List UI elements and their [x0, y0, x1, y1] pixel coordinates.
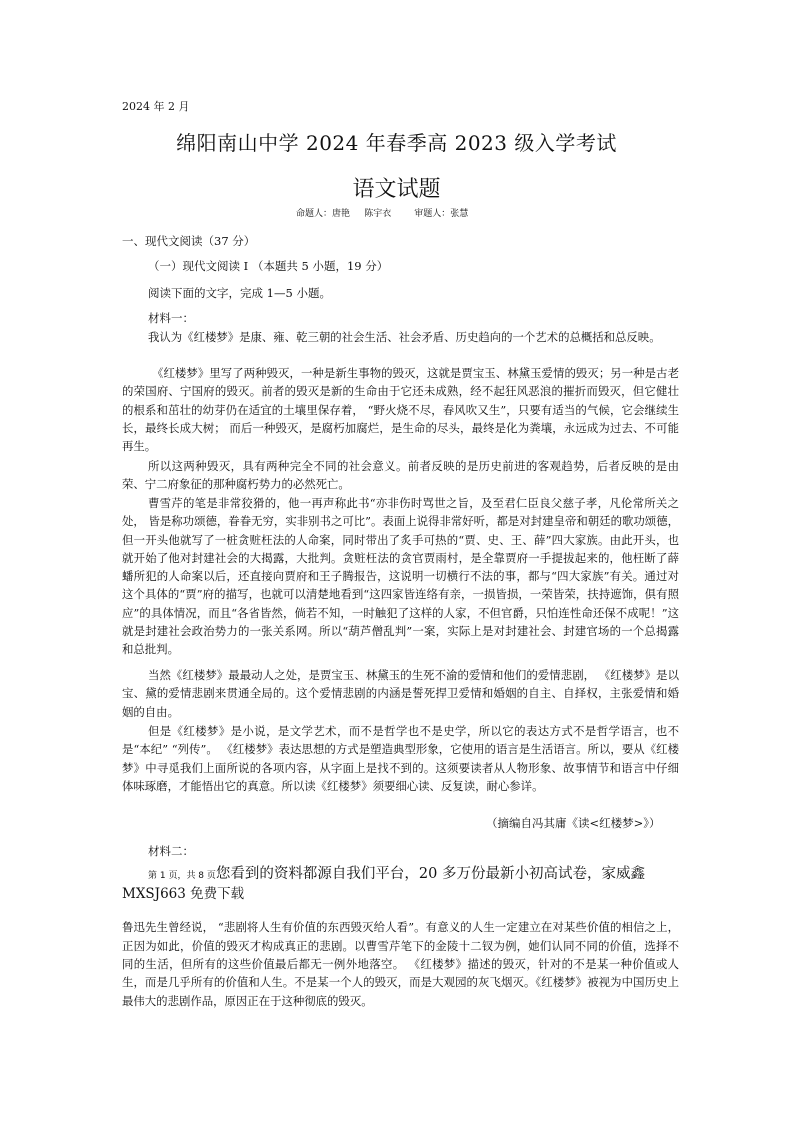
- section-subheading: （一）现代文阅读 I （本题共 5 小题，19 分）: [148, 259, 389, 273]
- exam-subtitle: 语文试题: [352, 177, 441, 202]
- paragraph-4: 曹雪芹的笔是非常狡猾的，他一再声称此书“亦非伤时骂世之旨，及至君仁臣良父慈子孝，凡伦常所关之处， 皆是称功颂德，眷眷无穷，实非别书之可比”。表面上说得非常好听，都是对封建皇帝和朝廷的歌功颂德，但一开头他就写了一桩贪赃枉法的人命案，同时带出了炙手可热的“贾、史、王、薛”四大家族。由此开头，也就开始了他对封建社会的大揭露，大批判。贪赃枉法的贪官贾雨村，是全靠贾府一手提拔起来的，他枉断了薛蟠所犯的人命案以后，还直接向贾府和王子腾报告，这说明一切横行不法的事，都与“四大家族”有关。通过对这个具体的“贾”府的描写，也就可以清楚地看到“这四家皆连络有亲，一损皆损，一荣皆荣，扶持遮饰，俱有照应”的具体情况，而且“各省皆然，倘若不知，一时触犯了这样的人家，不但官爵，只怕连性命还保不成呢！”这就是封建社会政治势力的一张关系网。所以“葫芦僧乱判”一案，实际上是对封建社会、封建官场的一个总揭露和总批判。: [122, 496, 679, 657]
- reading-instruction: 阅读下面的文字，完成 1—5 小题。: [148, 286, 331, 300]
- paragraph-3: 所以这两种毁灭，具有两种完全不同的社会意义。前者反映的是历史前进的客观趋势，后者反映的是由荣、宁二府象征的那种腐朽势力的必然死亡。: [122, 459, 679, 492]
- paragraph-5: 当然《红楼梦》最最动人之处，是贾宝玉、林黛玉的生死不渝的爱情和他们的爱情悲剧， 《红楼梦》是以宝、黛的爱情悲剧来贯通全局的。这个爱情悲剧的内涵是誓死捍卫爱情和婚姻的自主、自择权，主张爱情和婚姻的自由。: [122, 668, 679, 719]
- exam-title: 绵阳南山中学 2024 年春季高 2023 级入学考试: [176, 131, 617, 155]
- footer-line: [148, 862, 645, 883]
- footer-ad-text-2: MXSJ663 免费下载: [122, 886, 245, 902]
- material2-label: 材料二：: [148, 844, 194, 858]
- paragraph-1: 我认为《红楼梦》是康、雍、乾三朝的社会生活、社会矛盾、历史趋向的一个艺术的总概括和总反映。: [148, 330, 661, 344]
- paragraph-6: 但是《红楼梦》是小说，是文学艺术，而不是哲学也不是史学，所以它的表达方式不是哲学语言，也不是“本纪” “列传”。 《红楼梦》表达思想的方式是塑造典型形象，它使用的语言是生活语言。所以，要从《红楼梦》中寻觅我们上面所说的各项内容，从字面上是找不到的。这须要读者从人物形象、故事情节和语言中仔细体味琢磨，才能悟出它的真意。所以读《红楼梦》须要细心读、反复读，耐心参详。: [122, 724, 679, 793]
- exam-authors: 命题人：唐艳 陈宇衣 审题人：张慧: [296, 209, 469, 219]
- footer-ad-text: 您看到的资料都源自我们平台，20 多万份最新小初高试卷，家威鑫: [215, 866, 645, 882]
- exam-date: 2024 年 2 月: [122, 100, 190, 113]
- paragraph-2: 《红楼梦》里写了两种毁灭，一种是新生事物的毁灭，这就是贾宝玉、林黛玉爱情的毁灭；另一种是古老的荣国府、宁国府的毁灭。前者的毁灭是新的生命由于它还未成熟，经不起狂风恶浪的摧折而毁灭，但它健壮的根系和茁壮的幼芽仍在适宜的土壤里保存着， “野火烧不尽，春风吹又生”，只要有适当的气候，它会继续生长，最终长成大树； 而后一种毁灭，是腐朽加腐烂，是生命的尽头，最终是化为粪壤，永远成为过去、不可能再生。: [122, 366, 679, 454]
- page-number: 第 1 页，共 8 页: [148, 871, 216, 881]
- material1-label: 材料一：: [148, 311, 194, 325]
- section-heading: 一、现代文阅读（37 分）: [122, 234, 256, 248]
- material2-paragraph: 鲁迅先生曾经说， “悲剧将人生有价值的东西毁灭给人看”。有意义的人生一定建立在对某些价值的相信之上，正因为如此，价值的毁灭才构成真正的悲剧。以曹雪芹笔下的金陵十二钗为例，她们认同不同的价值，选择不同的生活，但所有的这些价值最后都无一例外地落空。 《红楼梦》描述的毁灭，针对的不是某一种价值或人生，而是几乎所有的价值和人生。不是某一个人的毁灭，而是大观园的灰飞烟灭。《红楼梦》被视为中国历史上最伟大的悲剧作品，原因正在于这种彻底的毁灭。: [122, 920, 679, 1008]
- source-citation: （摘编自冯其庸《读<红楼梦>》）: [486, 816, 661, 830]
